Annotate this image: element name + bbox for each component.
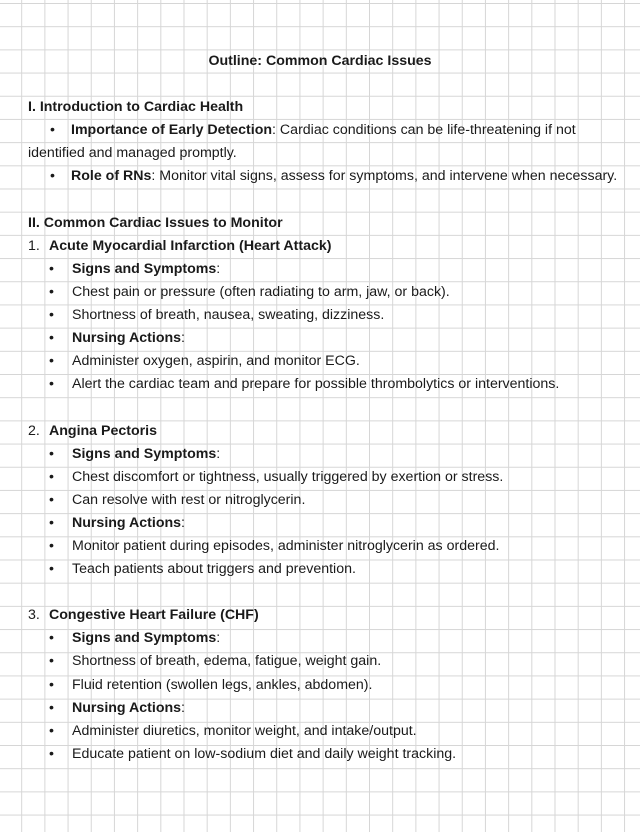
bullet-icon: •	[49, 722, 54, 739]
bullet-icon: •	[49, 699, 54, 716]
section-heading-introduction: I. Introduction to Cardiac Health	[28, 99, 244, 116]
list-item	[0, 650, 640, 673]
list-item	[0, 350, 640, 373]
list-item: • Signs and Symptoms:	[0, 443, 640, 466]
condition-heading-chf	[0, 604, 640, 627]
condition-heading-angina	[0, 420, 640, 443]
list-item: • Nursing Actions:	[0, 327, 640, 350]
list-item: • Nursing Actions:	[0, 512, 640, 535]
bullet-icon: •	[49, 260, 54, 277]
subheading-signs: Signs and Symptoms	[72, 445, 217, 462]
subheading-actions: Nursing Actions	[72, 514, 182, 531]
list-item: • Nursing Actions:	[0, 697, 640, 720]
list-item-text: Teach patients about triggers and prevention.	[72, 561, 356, 578]
document-title: Outline: Common Cardiac Issues	[208, 53, 432, 69]
bullet-label: Role of RNs	[71, 168, 152, 185]
bullet-icon: •	[49, 468, 54, 485]
bullet-icon: •	[49, 537, 54, 554]
list-item-text: Can resolve with rest or nitroglycerin.	[72, 491, 306, 508]
list-item	[0, 466, 640, 489]
bullet-icon: •	[49, 330, 54, 347]
bullet-icon: •	[50, 122, 55, 139]
condition-number: 2.	[28, 422, 40, 439]
list-item	[0, 535, 640, 558]
bullet-icon: •	[49, 491, 54, 508]
list-item-text: Fluid retention (swollen legs, ankles, abdomen).	[72, 676, 373, 693]
bullet-icon: •	[49, 630, 54, 647]
spacer	[0, 396, 640, 419]
subheading-signs: Signs and Symptoms	[72, 260, 217, 277]
list-item	[0, 373, 640, 396]
bullet-text: : Monitor vital signs, assess for symptoms, and intervene when necessary.	[151, 168, 618, 185]
bullet-icon: •	[49, 376, 54, 393]
condition-name: Acute Myocardial Infarction (Heart Attack)	[49, 237, 332, 254]
document-page	[0, 50, 640, 766]
bullet-icon: •	[49, 283, 54, 300]
bullet-icon: •	[49, 307, 54, 324]
bullet-icon: •	[49, 653, 54, 670]
bullet-role-of-rns	[0, 165, 640, 188]
subheading-actions: Nursing Actions	[72, 699, 182, 716]
list-item-text: Administer diuretics, monitor weight, and intake/output.	[72, 722, 417, 739]
list-item-text: Shortness of breath, nausea, sweating, dizziness.	[72, 307, 385, 324]
spacer	[0, 189, 640, 212]
bullet-icon: •	[49, 514, 54, 531]
list-item	[0, 720, 640, 743]
bullet-early-detection	[0, 119, 640, 165]
list-item	[0, 743, 640, 766]
bullet-text: : Cardiac conditions can be life-threatening if not identified and managed promptly.	[28, 122, 576, 162]
list-item	[0, 558, 640, 581]
list-item-text: Chest discomfort or tightness, usually triggered by exertion or stress.	[72, 468, 504, 485]
list-item	[0, 489, 640, 512]
condition-heading-mi	[0, 235, 640, 258]
bullet-icon: •	[49, 676, 54, 693]
spacer	[0, 581, 640, 604]
subheading-signs: Signs and Symptoms	[72, 630, 217, 647]
condition-name: Angina Pectoris	[49, 422, 158, 439]
condition-name: Congestive Heart Failure (CHF)	[49, 607, 259, 624]
condition-number: 1.	[28, 237, 40, 254]
list-item-text: Administer oxygen, aspirin, and monitor ECG.	[72, 353, 360, 370]
list-item-text: Educate patient on low-sodium diet and daily weight tracking.	[72, 745, 457, 762]
bullet-icon: •	[50, 168, 55, 185]
list-item-text: Monitor patient during episodes, administer nitroglycerin as ordered.	[72, 537, 500, 554]
list-item-text: Shortness of breath, edema, fatigue, weight gain.	[72, 653, 382, 670]
section-heading-common-issues: II. Common Cardiac Issues to Monitor	[28, 214, 283, 231]
list-item	[0, 281, 640, 304]
bullet-icon: •	[49, 561, 54, 578]
list-item-text: Chest pain or pressure (often radiating to arm, jaw, or back).	[72, 283, 450, 300]
subheading-actions: Nursing Actions	[72, 330, 182, 347]
list-item: • Signs and Symptoms:	[0, 258, 640, 281]
list-item	[0, 674, 640, 697]
bullet-label: Importance of Early Detection	[71, 122, 273, 139]
list-item	[0, 304, 640, 327]
condition-number: 3.	[28, 607, 40, 624]
bullet-icon: •	[49, 745, 54, 762]
bullet-icon: •	[49, 353, 54, 370]
list-item-text: Alert the cardiac team and prepare for possible thrombolytics or interventions.	[72, 376, 560, 393]
list-item: • Signs and Symptoms:	[0, 627, 640, 650]
bullet-icon: •	[49, 445, 54, 462]
